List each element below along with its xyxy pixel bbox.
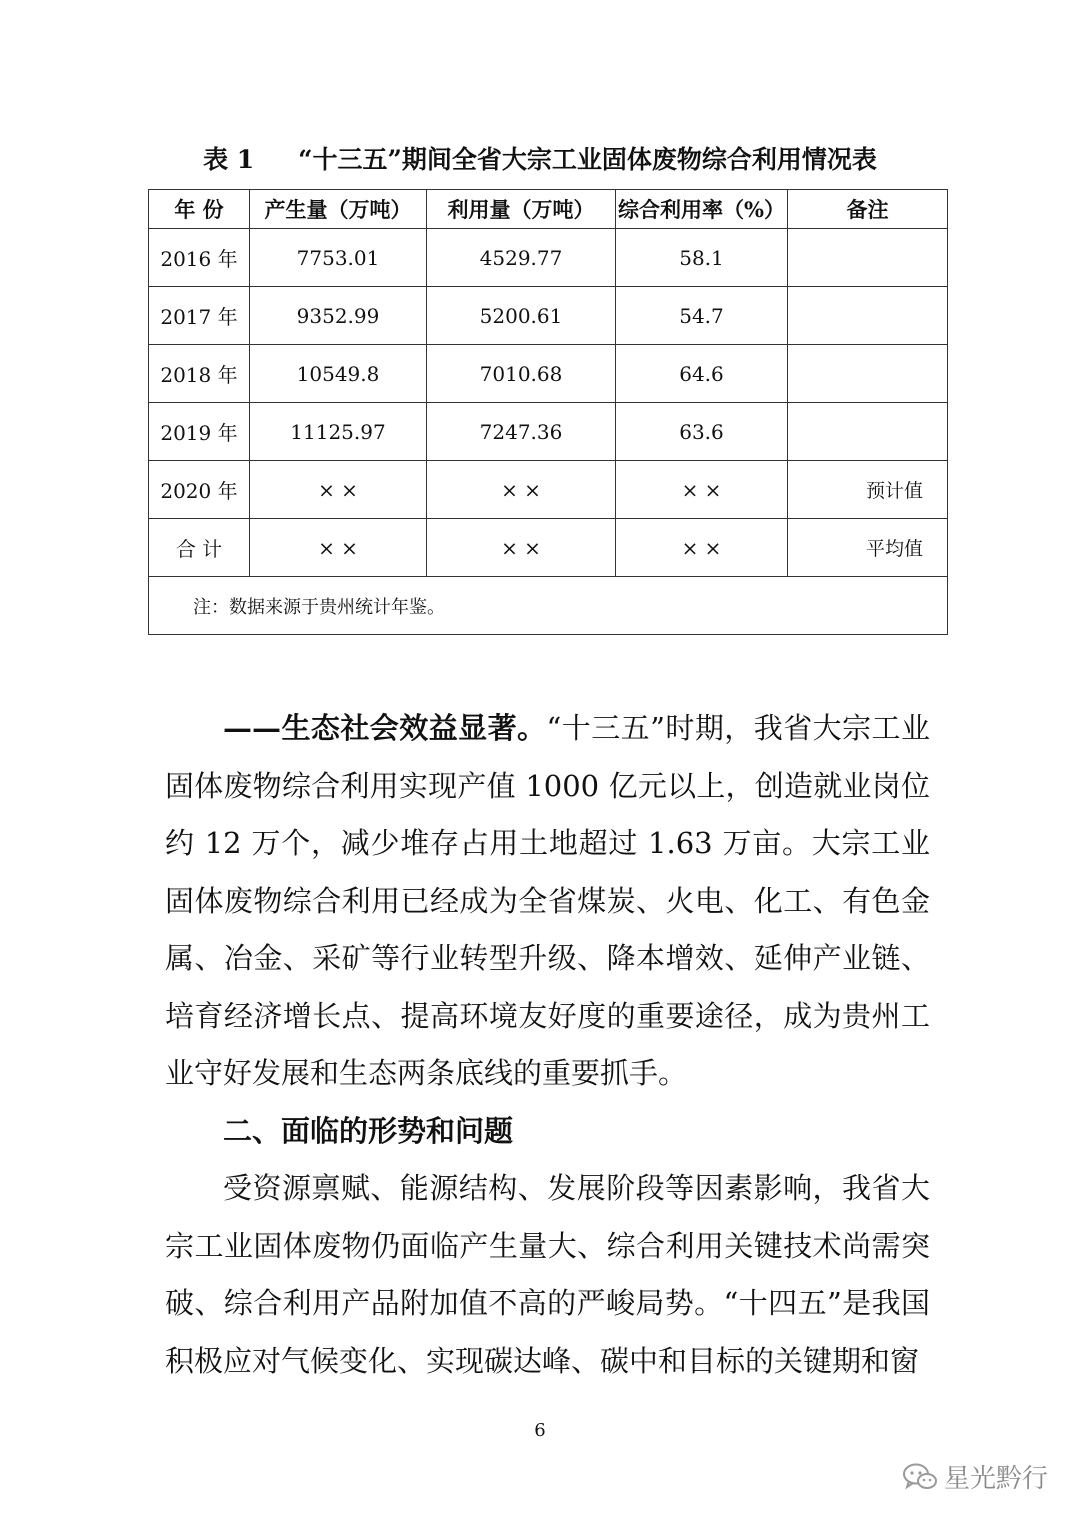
cell-remark: 预计值	[788, 461, 948, 519]
table-number: 表 1	[203, 145, 255, 174]
cell-rate: 54.7	[616, 287, 788, 345]
cell-utilized: 7247.36	[427, 403, 616, 461]
cell-remark: 平均值	[788, 519, 948, 577]
cell-generated: 7753.01	[250, 229, 427, 287]
cell-generated: 10549.8	[250, 345, 427, 403]
header-remark: 备注	[788, 190, 948, 229]
cell-year: 2017 年	[149, 287, 250, 345]
cell-utilized: × ×	[427, 519, 616, 577]
cell-rate: × ×	[616, 519, 788, 577]
statistics-table	[148, 189, 948, 635]
cell-rate: 63.6	[616, 403, 788, 461]
cell-year: 2020 年	[149, 461, 250, 519]
cell-year: 2018 年	[149, 345, 250, 403]
watermark-text: 星光黔行	[944, 1464, 1049, 1494]
cell-remark	[788, 229, 948, 287]
cell-utilized: 5200.61	[427, 287, 616, 345]
header-row	[149, 190, 948, 229]
cell-year: 2019 年	[149, 403, 250, 461]
cell-generated: × ×	[250, 519, 427, 577]
page-number: 6	[534, 1420, 546, 1441]
cell-rate: × ×	[616, 461, 788, 519]
watermark	[902, 1458, 1048, 1495]
header-year: 年 份	[149, 190, 250, 229]
wechat-icon	[902, 1462, 938, 1492]
cell-remark	[788, 345, 948, 403]
table-row	[149, 287, 948, 345]
section-heading: 二、面临的形势和问题	[223, 1113, 514, 1148]
cell-year: 合 计	[149, 519, 250, 577]
cell-remark	[788, 403, 948, 461]
header-utilized: 利用量（万吨）	[427, 190, 616, 229]
cell-generated: × ×	[250, 461, 427, 519]
cell-remark	[788, 287, 948, 345]
cell-rate: 64.6	[616, 345, 788, 403]
cell-rate: 58.1	[616, 229, 788, 287]
table-row	[149, 345, 948, 403]
cell-generated: 9352.99	[250, 287, 427, 345]
paragraph-lead: ——生态社会效益显著。	[223, 711, 547, 745]
table-row	[149, 519, 948, 577]
cell-utilized: 7010.68	[427, 345, 616, 403]
table-row	[149, 229, 948, 287]
table-title: “十三五”期间全省大宗工业固体废物综合利用情况表	[298, 145, 877, 174]
cell-utilized: 4529.77	[427, 229, 616, 287]
cell-utilized: × ×	[427, 461, 616, 519]
paragraph-ecological-benefits	[165, 700, 930, 1103]
table-row	[149, 403, 948, 461]
header-rate: 综合利用率（%）	[616, 190, 788, 229]
note-row	[149, 577, 948, 635]
header-generated: 产生量（万吨）	[250, 190, 427, 229]
cell-generated: 11125.97	[250, 403, 427, 461]
table-row	[149, 461, 948, 519]
paragraph-text: “十三五”时期，我省大宗工业固体废物综合利用实现产值 1000 亿元以上，创造就业岗位约 12 万个，减少堆存占用土地超过 1.63 万亩。大宗工业固体废物综合利用已经成为全省煤炭、火电、化工、有色金属、冶金、采矿等行业转型升级、降本增效、延伸产业链、培育经济增长点、提高环境友好度的重要途径，成为贵州工业守好发展和生态两条底线的重要抓手。	[165, 711, 930, 1090]
table-note: 注：数据来源于贵州统计年鉴。	[149, 577, 948, 635]
body-text	[165, 700, 930, 1390]
table-caption	[0, 140, 1080, 176]
paragraph-situation: 受资源禀赋、能源结构、发展阶段等因素影响，我省大宗工业固体废物仍面临产生量大、综合利用关键技术尚需突破、综合利用产品附加值不高的严峻局势。“十四五”是我国积极应对气候变化、实现碳达峰、碳中和目标的关键期和窗	[165, 1171, 930, 1378]
cell-year: 2016 年	[149, 229, 250, 287]
